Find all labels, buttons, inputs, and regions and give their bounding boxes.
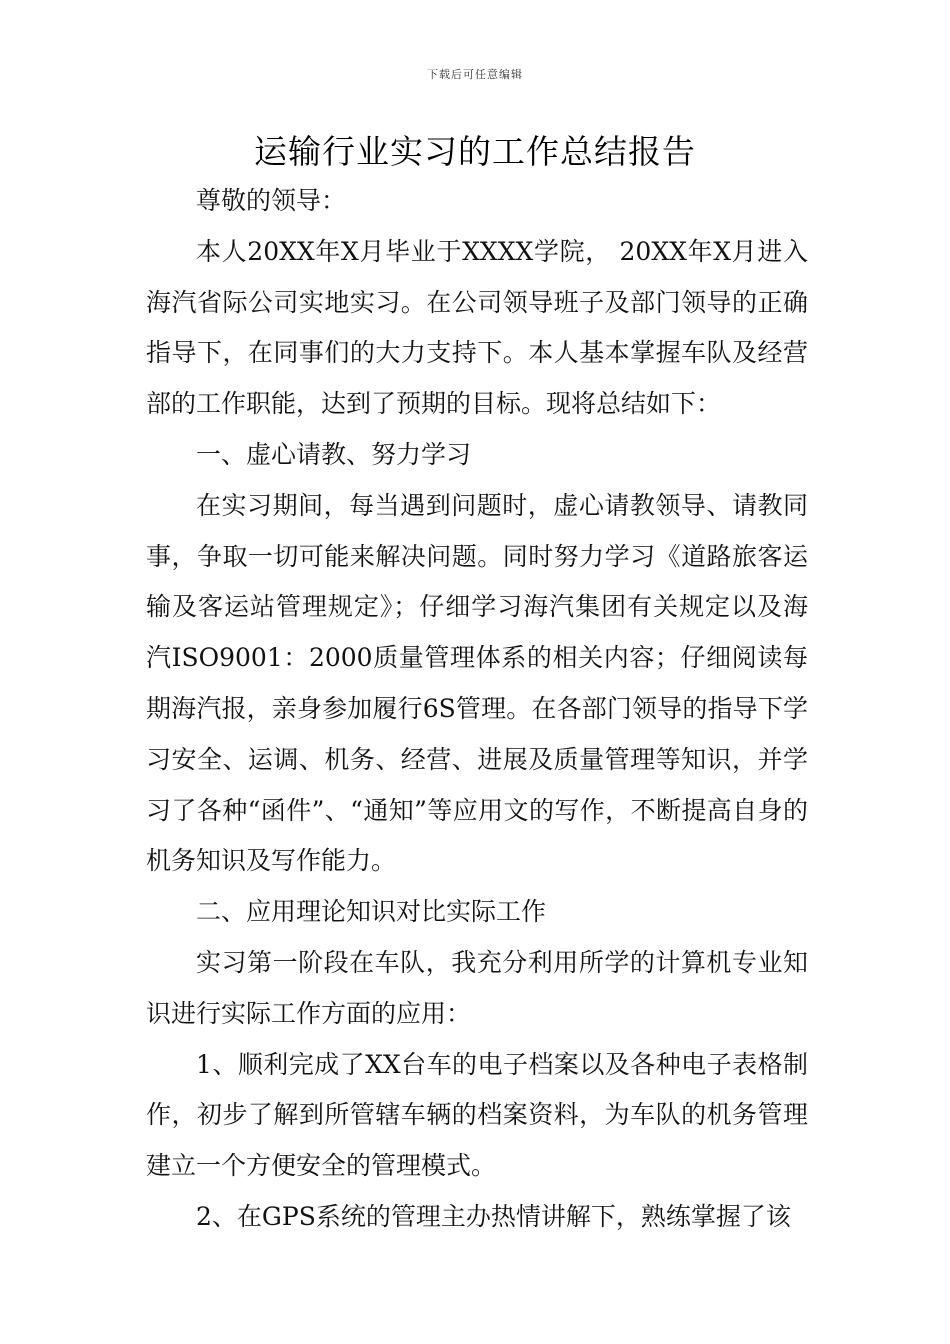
header-note: 下载后可任意编辑 bbox=[427, 68, 523, 81]
document-body bbox=[146, 176, 808, 1243]
document-title: 运输行业实习的工作总结报告 bbox=[254, 132, 696, 171]
paragraph-intro: 本人20XX年X月毕业于XXXX学院， 20XX年X月进入海汽省际公司实地实习。在公司领导班子及部门领导的正确指导下，在同事们的大力支持下。本人基本掌握车队及经营部的工作职能，达到了预期的目标。现将总结如下： bbox=[146, 236, 808, 419]
salutation: 尊敬的领导： bbox=[196, 186, 347, 215]
paragraph-study: 在实习期间，每当遇到问题时，虚心请教领导、请教同事，争取一切可能来解决问题。同时努力学习《道路旅客运输及客运站管理规定》；仔细学习海汽集团有关规定以及海汽ISO9001：2000质量管理体系的相关内容；仔细阅读每期海汽报，亲身参加履行6S管理。在各部门领导的指导下学习安全、运调、机务、经营、进展及质量管理等知识，并学习了各种“函件”、“通知”等应用文的写作，不断提高自身的机务知识及写作能力。 bbox=[146, 490, 808, 876]
list-item-2: 2、在GPS系统的管理主办热情讲解下，熟练掌握了该 bbox=[196, 1201, 791, 1231]
paragraph-stage-one: 实习第一阶段在车队，我充分利用所学的计算机专业知识进行实际工作方面的应用： bbox=[146, 947, 808, 1028]
section-heading-1: 一、虚心请教、努力学习 bbox=[196, 439, 472, 469]
section-heading-2: 二、应用理论知识对比实际工作 bbox=[196, 897, 547, 927]
list-item-1: 1、顺利完成了XX台车的电子档案以及各种电子表格制作，初步了解到所管辖车辆的档案资料，为车队的机务管理建立一个方便安全的管理模式。 bbox=[146, 1049, 808, 1181]
